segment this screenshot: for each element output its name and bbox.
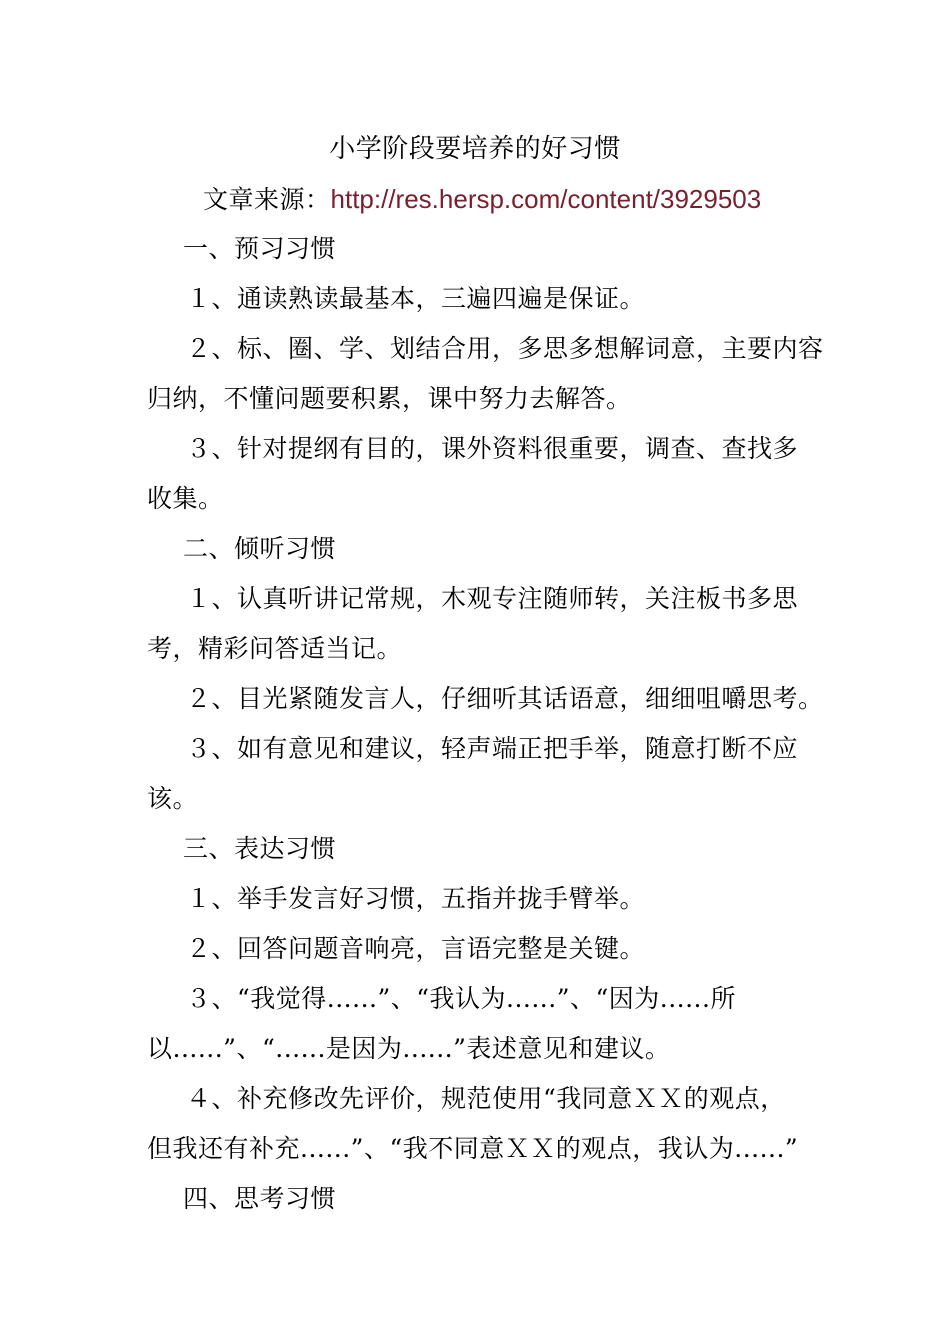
paragraph-line: ２、目光紧随发言人，仔细听其话语意，细细咀嚼思考。 [186, 684, 824, 713]
source-link[interactable]: http://res.hersp.com/content/3929503 [330, 184, 762, 214]
section-heading-expression: 三、表达习惯 [183, 834, 337, 863]
paragraph-line: ２、标、圈、学、划结合用，多思多想解词意，主要内容 [186, 334, 824, 363]
paragraph-line: ４、补充修改先评价，规范使用“我同意ＸＸ的观点， [186, 1084, 786, 1113]
source-line [203, 182, 761, 217]
paragraph-line: ３、针对提纲有目的，课外资料很重要，调查、查找多 [186, 434, 799, 463]
paragraph-line: １、举手发言好习惯，五指并拢手臂举。 [186, 884, 646, 913]
section-heading-thinking: 四、思考习惯 [183, 1184, 337, 1213]
section-heading-listening: 二、倾听习惯 [183, 534, 337, 563]
paragraph-line: 以......”、“......是因为......”表述意见和建议。 [147, 1034, 671, 1063]
source-label: 文章来源： [203, 185, 331, 214]
paragraph-line: １、通读熟读最基本，三遍四遍是保证。 [186, 284, 646, 313]
section-heading-preview: 一、预习习惯 [183, 234, 337, 263]
paragraph-line: ３、“我觉得......”、“我认为......”、“因为......所 [186, 984, 736, 1013]
paragraph-line: 该。 [147, 784, 199, 813]
paragraph-line: ３、如有意见和建议，轻声端正把手举，随意打断不应 [186, 734, 799, 763]
paragraph-line: 归纳，不懂问题要积累，课中努力去解答。 [147, 384, 632, 413]
paragraph-line: 但我还有补充......”、“我不同意ＸＸ的观点，我认为......” [147, 1134, 799, 1163]
paragraph-line: 收集。 [147, 484, 224, 513]
document-title: 小学阶段要培养的好习惯 [329, 134, 621, 164]
paragraph-line: 考，精彩问答适当记。 [147, 634, 403, 663]
paragraph-line: ２、回答问题音响亮，言语完整是关键。 [186, 934, 646, 963]
paragraph-line: １、认真听讲记常规，木观专注随师转，关注板书多思 [186, 584, 799, 613]
